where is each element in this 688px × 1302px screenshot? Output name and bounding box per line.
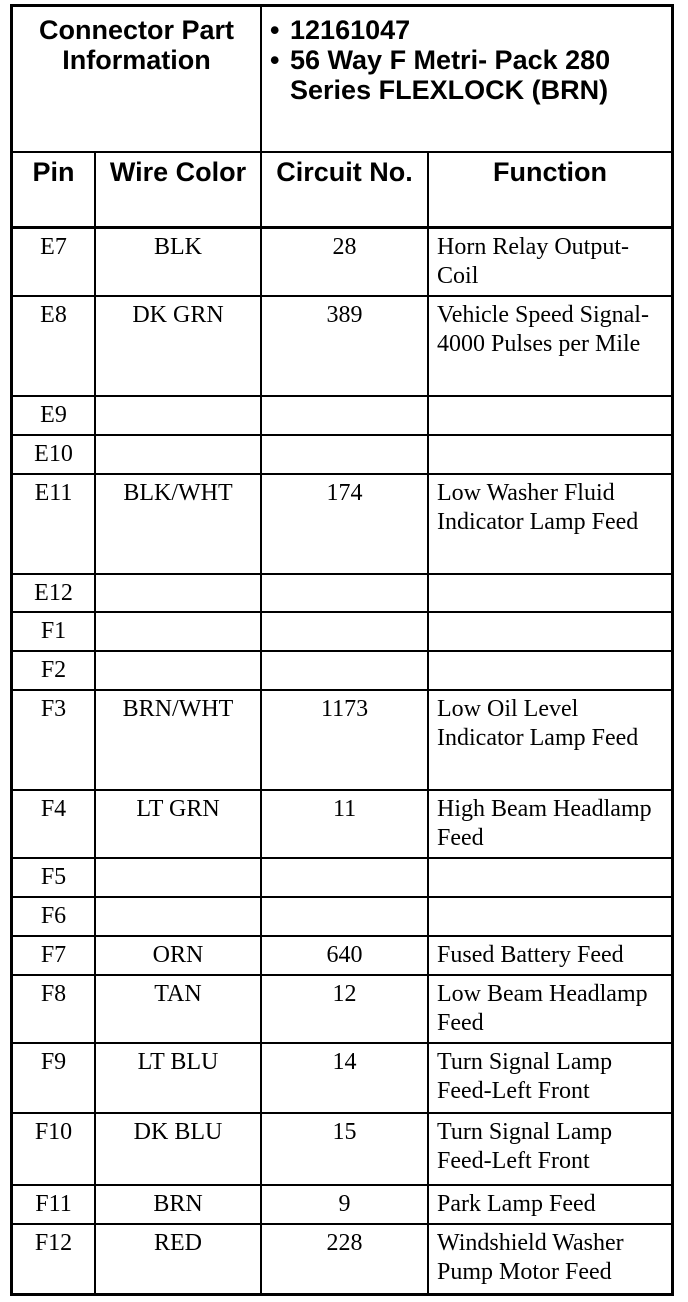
function-cell: Vehicle Speed Signal-4000 Pulses per Mile	[428, 296, 671, 396]
table-row	[13, 975, 671, 1043]
wire-color-cell: LT BLU	[95, 1043, 261, 1113]
connector-info-details	[261, 7, 671, 152]
circuit-cell: 11	[261, 790, 428, 858]
column-header-row	[13, 152, 671, 228]
pin-cell: F9	[13, 1043, 95, 1113]
circuit-cell	[261, 612, 428, 651]
pin-cell: F12	[13, 1224, 95, 1294]
wire-color-cell	[95, 651, 261, 690]
wire-color-cell: LT GRN	[95, 790, 261, 858]
table-row	[13, 1185, 671, 1224]
wire-color-cell	[95, 858, 261, 897]
pin-cell: F4	[13, 790, 95, 858]
function-cell: Low Washer Fluid Indicator Lamp Feed	[428, 474, 671, 574]
wire-color-cell: BRN	[95, 1185, 261, 1224]
connector-table	[13, 7, 671, 1293]
pin-cell: E11	[13, 474, 95, 574]
pin-rows	[13, 227, 671, 1293]
pin-cell: E10	[13, 435, 95, 474]
pin-cell: E12	[13, 574, 95, 613]
pin-cell: F8	[13, 975, 95, 1043]
function-cell	[428, 858, 671, 897]
function-cell	[428, 574, 671, 613]
pin-cell: F3	[13, 690, 95, 790]
table-row	[13, 296, 671, 396]
connector-info-label: Connector Part Information	[13, 7, 261, 152]
function-cell: Fused Battery Feed	[428, 936, 671, 975]
column-header-circuit: Circuit No.	[261, 152, 428, 228]
circuit-cell	[261, 651, 428, 690]
table-row	[13, 474, 671, 574]
wire-color-cell	[95, 612, 261, 651]
pin-cell: F7	[13, 936, 95, 975]
function-cell: Low Oil Level Indicator Lamp Feed	[428, 690, 671, 790]
circuit-cell: 28	[261, 227, 428, 296]
circuit-cell	[261, 396, 428, 435]
table-row	[13, 227, 671, 296]
function-cell: High Beam Headlamp Feed	[428, 790, 671, 858]
circuit-cell: 174	[261, 474, 428, 574]
wire-color-cell: BLK/WHT	[95, 474, 261, 574]
table-row	[13, 858, 671, 897]
circuit-cell	[261, 574, 428, 613]
function-cell	[428, 897, 671, 936]
pin-cell: E7	[13, 227, 95, 296]
wire-color-cell	[95, 396, 261, 435]
connector-description: • 56 Way F Metri- Pack 280 Series FLEXLOCK (BRN)	[290, 45, 665, 105]
wire-color-cell	[95, 435, 261, 474]
table-row	[13, 651, 671, 690]
function-cell	[428, 612, 671, 651]
pin-cell: E8	[13, 296, 95, 396]
circuit-cell	[261, 435, 428, 474]
table-row	[13, 396, 671, 435]
function-cell: Low Beam Headlamp Feed	[428, 975, 671, 1043]
column-header-function: Function	[428, 152, 671, 228]
wire-color-cell	[95, 897, 261, 936]
wire-color-cell	[95, 574, 261, 613]
table-row	[13, 790, 671, 858]
circuit-cell: 12	[261, 975, 428, 1043]
circuit-cell: 9	[261, 1185, 428, 1224]
circuit-cell: 15	[261, 1113, 428, 1184]
function-cell: Horn Relay Output-Coil	[428, 227, 671, 296]
table-row	[13, 936, 671, 975]
pin-cell: F10	[13, 1113, 95, 1184]
circuit-cell: 640	[261, 936, 428, 975]
table-row	[13, 1113, 671, 1184]
function-cell: Park Lamp Feed	[428, 1185, 671, 1224]
table-row	[13, 690, 671, 790]
wire-color-cell: BRN/WHT	[95, 690, 261, 790]
pin-cell: F5	[13, 858, 95, 897]
pin-cell: E9	[13, 396, 95, 435]
function-cell: Turn Signal Lamp Feed-Left Front	[428, 1043, 671, 1113]
function-cell	[428, 396, 671, 435]
table-row	[13, 1224, 671, 1294]
function-cell: Windshield Washer Pump Motor Feed	[428, 1224, 671, 1294]
wire-color-cell: DK GRN	[95, 296, 261, 396]
function-cell	[428, 651, 671, 690]
wire-color-cell: RED	[95, 1224, 261, 1294]
pin-cell: F2	[13, 651, 95, 690]
connector-table-document	[10, 4, 674, 1296]
table-row	[13, 574, 671, 613]
connector-info-row	[13, 7, 671, 152]
table-row	[13, 435, 671, 474]
wire-color-cell: ORN	[95, 936, 261, 975]
wire-color-cell: DK BLU	[95, 1113, 261, 1184]
column-header-wire-color: Wire Color	[95, 152, 261, 228]
function-cell: Turn Signal Lamp Feed-Left Front	[428, 1113, 671, 1184]
column-header-pin: Pin	[13, 152, 95, 228]
circuit-cell: 1173	[261, 690, 428, 790]
function-cell	[428, 435, 671, 474]
circuit-cell: 389	[261, 296, 428, 396]
wire-color-cell: TAN	[95, 975, 261, 1043]
connector-part-number: • 12161047	[290, 15, 665, 45]
circuit-cell	[261, 897, 428, 936]
wire-color-cell: BLK	[95, 227, 261, 296]
circuit-cell: 228	[261, 1224, 428, 1294]
circuit-cell: 14	[261, 1043, 428, 1113]
pin-cell: F6	[13, 897, 95, 936]
table-row	[13, 612, 671, 651]
pin-cell: F1	[13, 612, 95, 651]
table-row	[13, 1043, 671, 1113]
circuit-cell	[261, 858, 428, 897]
table-row	[13, 897, 671, 936]
pin-cell: F11	[13, 1185, 95, 1224]
